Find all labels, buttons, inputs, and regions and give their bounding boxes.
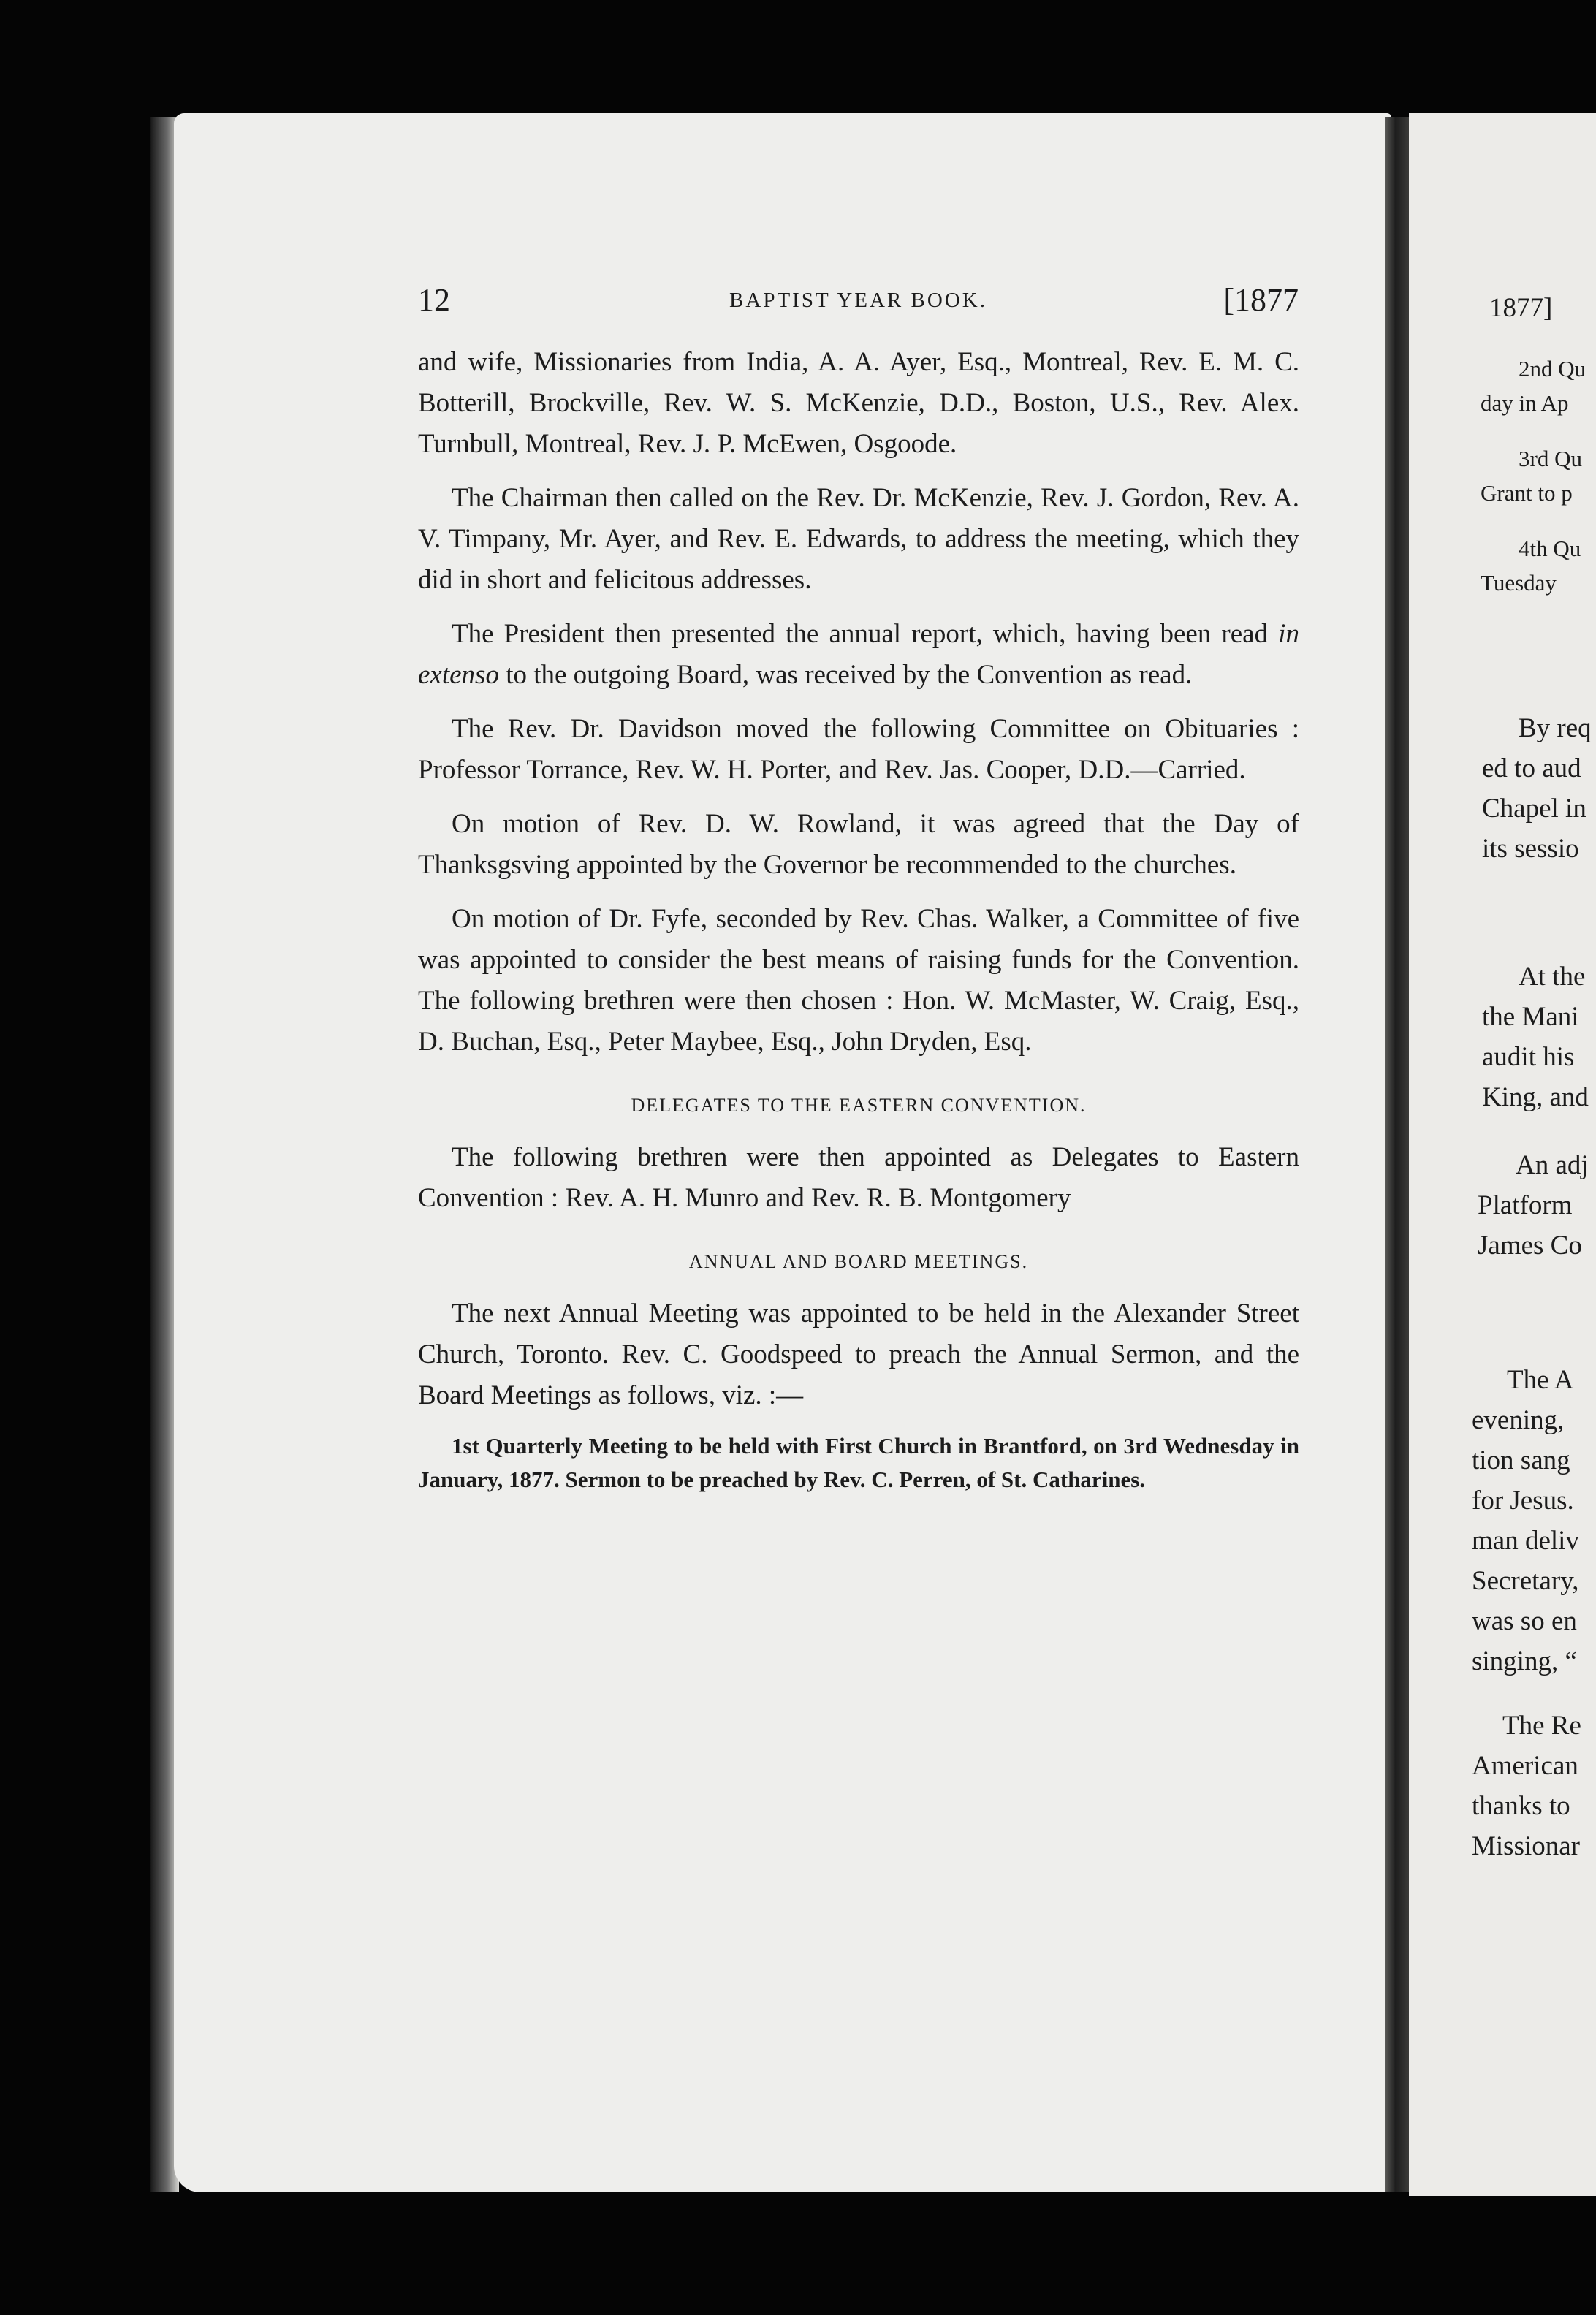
header-year: [1877 [1223, 282, 1299, 318]
president-text-before: The President then presented the annual report, which, having been read [452, 619, 1279, 649]
page-header [418, 281, 1299, 318]
right-fragment: Grant to p [1481, 480, 1573, 506]
right-fragment: By req [1519, 713, 1592, 743]
right-fragment: singing, “ [1472, 1646, 1577, 1676]
president-text-italic: in extenso [418, 619, 1299, 690]
right-fragment: The A [1507, 1365, 1574, 1395]
right-fragment: Chapel in [1482, 794, 1586, 824]
right-fragment: the Mani [1482, 1002, 1579, 1032]
right-fragment: Missionar [1472, 1831, 1580, 1861]
right-fragment: was so en [1472, 1606, 1577, 1636]
right-fragment: At the [1519, 962, 1586, 992]
book-gutter [1385, 117, 1409, 2192]
right-fragment: evening, [1472, 1405, 1565, 1435]
right-fragment: Tuesday [1481, 570, 1557, 596]
paragraph-missionaries: and wife, Missionaries from India, A. A. Ayer, Esq., Montreal, Rev. E. M. C. Botterill, Brockville, Rev. W. S. McKenzie, D.D., Boston, U.S., Rev. Alex. Turnbull, Montreal, Rev. J. P. McEwen, Osgoode. [418, 347, 1299, 459]
running-title: BAPTIST YEAR BOOK. [729, 289, 987, 312]
page-body [418, 342, 1299, 1497]
right-fragment: tion sang [1472, 1445, 1570, 1475]
right-fragment: An adj [1516, 1150, 1589, 1180]
right-fragment: ed to aud [1482, 753, 1581, 783]
right-fragment: 4th Qu [1519, 536, 1581, 561]
paragraph-president [418, 614, 1299, 696]
right-fragment: Secretary, [1472, 1566, 1579, 1596]
heading-delegates: DELEGATES TO THE EASTERN CONVENTION. [631, 1095, 1087, 1116]
heading-annual-meetings: ANNUAL AND BOARD MEETINGS. [688, 1251, 1029, 1272]
quarterly-meeting-note: 1st Quarterly Meeting to be held with First Church in Brantford, on 3rd Wednesday in January, 1877. Sermon to be preached by Rev. C. Perren, of St. Catharines. [418, 1433, 1299, 1492]
paragraph-thanksgiving: On motion of Rev. D. W. Rowland, it was agreed that the Day of Thanksgsving appointed by the Governor be recommended to the churches. [418, 809, 1299, 880]
right-fragment: King, and [1482, 1082, 1589, 1112]
right-fragment: thanks to [1472, 1791, 1570, 1821]
right-fragment: day in Ap [1481, 390, 1569, 416]
right-fragment: audit his [1482, 1042, 1575, 1072]
right-header-year: 1877] [1489, 293, 1553, 323]
right-fragment: 3rd Qu [1519, 446, 1582, 471]
right-fragment: American [1472, 1751, 1578, 1781]
paragraph-annual-meeting: The next Annual Meeting was appointed to be held in the Alexander Street Church, Toronto. Rev. C. Goodspeed to preach the Annual Sermon, and the Board Meetings as follows, viz. :— [418, 1299, 1299, 1410]
paragraph-delegates: The following brethren were then appointed as Delegates to Eastern Convention : Rev. A. H. Munro and Rev. R. B. Montgomery [418, 1142, 1299, 1213]
right-fragment: its sessio [1482, 834, 1579, 864]
paragraph-obituaries: The Rev. Dr. Davidson moved the following Committee on Obituaries : Professor Torrance, Rev. W. H. Porter, and Rev. Jas. Cooper, D.D.—Carried. [418, 714, 1299, 785]
right-fragment: James Co [1478, 1231, 1582, 1261]
right-fragment: 2nd Qu [1519, 356, 1586, 381]
right-fragment: man deliv [1472, 1526, 1579, 1556]
right-fragment: The Re [1502, 1711, 1581, 1741]
paragraph-chairman: The Chairman then called on the Rev. Dr. McKenzie, Rev. J. Gordon, Rev. A. V. Timpany, Mr. Ayer, and Rev. E. Edwards, to address the meeting, which they did in short and felicitous addresses. [418, 483, 1299, 595]
right-fragment: Platform [1478, 1190, 1573, 1220]
right-page-text-fragments [1472, 0, 1596, 2315]
right-fragment: for Jesus. [1472, 1486, 1574, 1516]
president-text-after: to the outgoing Board, was received by the Convention as read. [498, 660, 1193, 690]
page-number: 12 [418, 282, 450, 318]
paragraph-funds-committee: On motion of Dr. Fyfe, seconded by Rev. Chas. Walker, a Committee of five was appointed to consider the best means of raising funds for the Convention. The following brethren were then chosen : Hon. W. McMaster, W. Craig, Esq., D. Buchan, Esq., Peter Maybee, Esq., John Dryden, Esq. [418, 904, 1299, 1057]
